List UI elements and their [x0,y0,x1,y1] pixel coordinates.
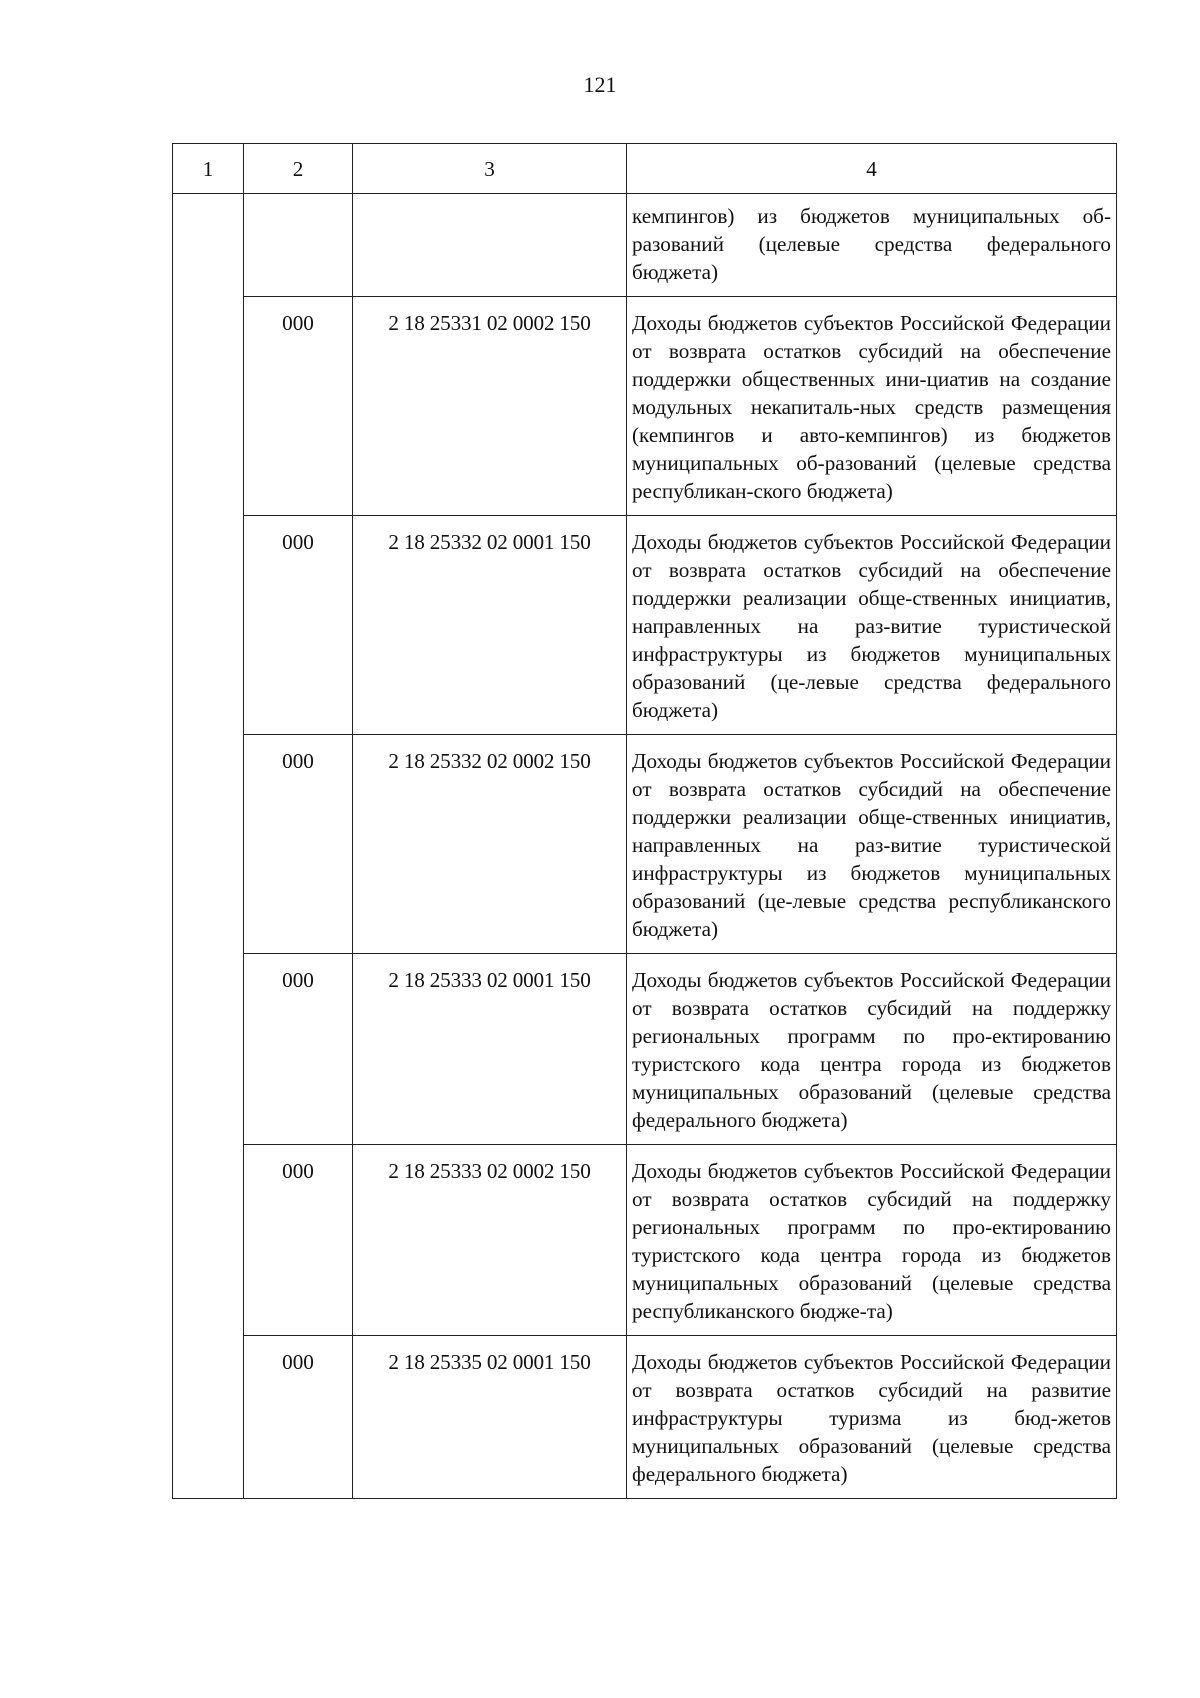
page-number: 121 [583,72,617,97]
table-row [173,516,1117,735]
row-col-1 [173,194,244,297]
budget-code: 2 18 25333 02 0001 150 [353,954,627,1145]
admin-code: 000 [244,1145,353,1336]
row-col-1 [173,516,244,735]
admin-code: 000 [244,297,353,516]
table-row [173,1145,1117,1336]
admin-code: 000 [244,735,353,954]
table-row [173,954,1117,1145]
income-description: Доходы бюджетов субъектов Российской Федерации от возврата остатков субсидий на обеспечение поддержки общественных ини-циатив на создание модульных некапиталь-ных средств размещения (кемпингов и авто-кемпингов) из бюджетов муниципальных об-разований (целевые средства республикан-ского бюджета) [627,297,1117,516]
table-row [173,735,1117,954]
budget-code: 2 18 25332 02 0002 150 [353,735,627,954]
admin-code: 000 [244,1336,353,1499]
budget-code [353,194,627,297]
table-row [173,194,1117,297]
income-description: Доходы бюджетов субъектов Российской Федерации от возврата остатков субсидий на поддержку региональных программ по про-ектированию туристского кода центра города из бюджетов муниципальных образований (целевые средства республиканского бюдже-та) [627,1145,1117,1336]
header-row [173,144,1117,194]
row-col-1 [173,735,244,954]
income-description: Доходы бюджетов субъектов Российской Федерации от возврата остатков субсидий на обеспечение поддержки реализации обще-ственных инициатив, направленных на раз-витие туристической инфраструктуры из бюджетов муниципальных образований (це-левые средства республиканского бюджета) [627,735,1117,954]
admin-code: 000 [244,954,353,1145]
income-description: кемпингов) из бюджетов муниципальных об-разований (целевые средства федерального бюджета) [627,194,1117,297]
income-description: Доходы бюджетов субъектов Российской Федерации от возврата остатков субсидий на поддержку региональных программ по про-ектированию туристского кода центра города из бюджетов муниципальных образований (целевые средства федерального бюджета) [627,954,1117,1145]
budget-classification-table [172,143,1117,1499]
table-header [173,144,1117,194]
header-col-2: 2 [244,144,353,194]
budget-code: 2 18 25335 02 0001 150 [353,1336,627,1499]
budget-code: 2 18 25333 02 0002 150 [353,1145,627,1336]
admin-code: 000 [244,516,353,735]
income-description: Доходы бюджетов субъектов Российской Федерации от возврата остатков субсидий на развитие инфраструктуры туризма из бюд-жетов муниципальных образований (целевые средства федерального бюджета) [627,1336,1117,1499]
row-col-1 [173,297,244,516]
table-row [173,1336,1117,1499]
income-description: Доходы бюджетов субъектов Российской Федерации от возврата остатков субсидий на обеспечение поддержки реализации обще-ственных инициатив, направленных на раз-витие туристической инфраструктуры из бюджетов муниципальных образований (це-левые средства федерального бюджета) [627,516,1117,735]
row-col-1 [173,1336,244,1499]
header-col-3: 3 [353,144,627,194]
table-row [173,297,1117,516]
header-col-1: 1 [173,144,244,194]
admin-code [244,194,353,297]
budget-code: 2 18 25331 02 0002 150 [353,297,627,516]
row-col-1 [173,1145,244,1336]
budget-code: 2 18 25332 02 0001 150 [353,516,627,735]
row-col-1 [173,954,244,1145]
header-col-4: 4 [627,144,1117,194]
table-body [173,194,1117,1499]
